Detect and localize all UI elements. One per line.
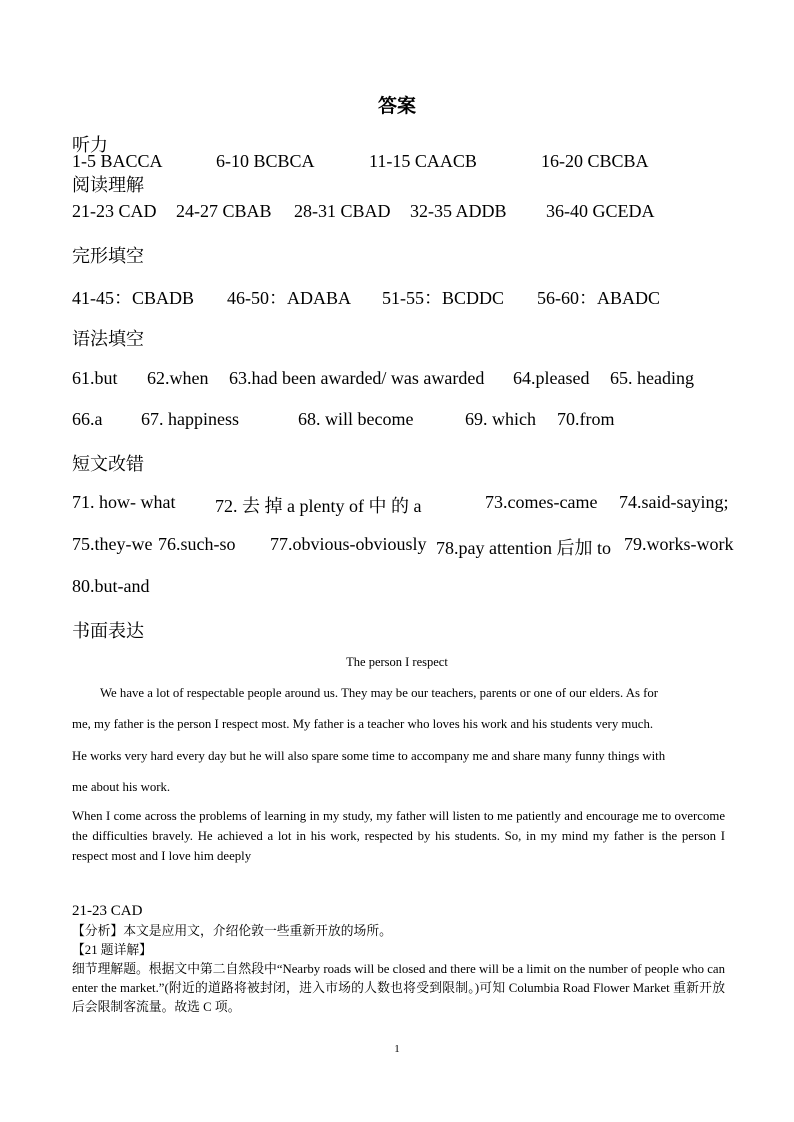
essay-line: me about his work. [72, 780, 171, 794]
answer-item: 74.said-saying; [619, 492, 729, 512]
answer-group: 28-31 CBAD [294, 201, 391, 221]
page-number: 1 [394, 1043, 400, 1055]
answer-item: 75.they-we [72, 534, 153, 554]
answer-item: 63.had been awarded/ was awarded [229, 368, 485, 388]
correction-heading: 短文改错 [72, 454, 144, 475]
answer-group: 41-45：CBADB [72, 288, 195, 308]
answer-group: 46-50：ADABA [227, 288, 351, 308]
explanation-heading: 21-23 CAD [72, 903, 143, 919]
answer-group: 32-35 ADDB [410, 201, 507, 221]
answer-group: 6-10 BCBCA [216, 151, 315, 171]
answer-item: 77.obvious-obviously [270, 534, 427, 554]
grammar-heading: 语法填空 [72, 329, 144, 350]
essay-paragraph: When I come across the problems of learning in my study, my father will listen to me patiently and encourage me to overcome the difficulties bravely. He achieved a lot in his work, respected by his students. So, in my mind my father is the person I respect most and I love him deeply [72, 809, 725, 863]
explanation-analysis: 【分析】本文是应用文，介绍伦敦一些重新开放的场所。 [72, 924, 392, 938]
answer-group: 36-40 GCEDA [546, 201, 655, 221]
answer-group: 21-23 CAD [72, 201, 157, 221]
answer-item: 73.comes-came [485, 492, 598, 512]
listening-heading: 听力 [72, 135, 108, 156]
writing-heading: 书面表达 [72, 621, 144, 642]
answer-group: 56-60：ABADC [537, 288, 661, 308]
answer-item: 62.when [147, 368, 209, 388]
question-21-explanation: 细节理解题。根据文中第二自然段中“Nearby roads will be closed and there will be a limit on the number of people who can enter the market.”(附近的道路将被封闭，进入市场的人数也将受到限制。)可知 Columbia Road Flower Market 重新开放后会限制客流量。故选 C 项。 [72, 962, 725, 1014]
essay-title: The person I respect [346, 655, 448, 669]
question-21-heading: 【21 题详解】 [72, 943, 152, 957]
answer-group: 11-15 CAACB [369, 151, 477, 171]
answer-item: 68. will become [298, 409, 414, 429]
answer-group: 1-5 BACCA [72, 151, 163, 171]
answer-item: 70.from [557, 409, 615, 429]
answer-item: 61.but [72, 368, 118, 388]
answer-item: 66.a [72, 409, 103, 429]
reading-heading: 阅读理解 [72, 175, 144, 196]
answer-item: 69. which [465, 409, 536, 429]
answer-item: 76.such-so [158, 534, 236, 554]
answer-item: 79.works-work [624, 534, 734, 554]
answer-group: 24-27 CBAB [176, 201, 272, 221]
essay-line: We have a lot of respectable people around us. They may be our teachers, parents or one of our elders. As for [100, 686, 659, 700]
answer-item: 67. happiness [141, 409, 239, 429]
page-title: 答案 [377, 95, 416, 117]
answer-item: 71. how- what [72, 492, 176, 512]
cloze-heading: 完形填空 [72, 246, 144, 267]
answer-item: 78.pay attention 后加 to [436, 538, 611, 558]
answer-item: 64.pleased [513, 368, 590, 388]
answer-item: 65. heading [610, 368, 694, 388]
answer-group: 16-20 CBCBA [541, 151, 649, 171]
answer-item: 72. 去 掉 a plenty of 中 的 a [215, 496, 422, 516]
answer-group: 51-55：BCDDC [382, 288, 505, 308]
answer-item: 80.but-and [72, 576, 150, 596]
essay-line: me, my father is the person I respect most. My father is a teacher who loves his work and his students very much. [72, 717, 654, 731]
essay-line: He works very hard every day but he will also spare some time to accompany me and share many funny things with [72, 749, 666, 763]
